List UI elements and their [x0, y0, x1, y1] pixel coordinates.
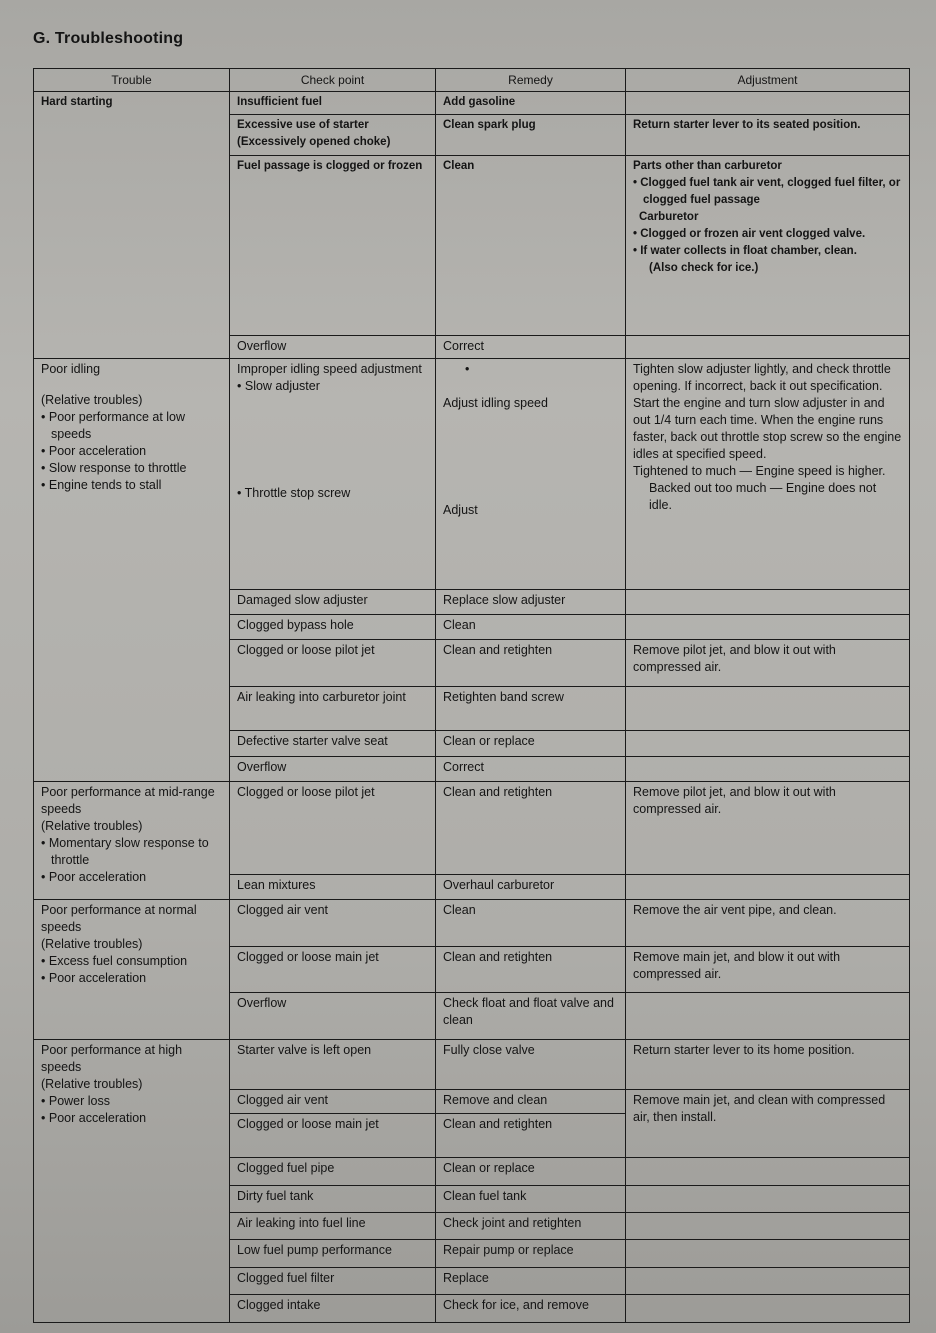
check-cell: Improper idling speed adjustment • Slow adjuster • Throttle stop screw — [230, 359, 436, 589]
adjustment-item: • If water collects in float chamber, clean. — [633, 243, 902, 260]
adjustment-cell — [626, 874, 910, 899]
remedy-cell: Overhaul carburetor — [436, 874, 626, 899]
adjustment-subhead: Carburetor — [639, 211, 699, 224]
check-cell: Clogged intake — [230, 1295, 436, 1323]
adjustment-subhead: Parts other than carburetor — [633, 160, 782, 173]
adjustment-cell — [626, 615, 910, 640]
check-cell: Clogged or loose pilot jet — [230, 640, 436, 686]
header-row — [34, 69, 910, 92]
check-cell: Clogged or loose main jet — [230, 1113, 436, 1157]
check-cell: Excessive use of starter (Excessively opened choke) — [230, 115, 436, 156]
remedy-cell: Clean and retighten — [436, 946, 626, 992]
adjustment-item: • Clogged or frozen air vent clogged valve. — [633, 226, 902, 243]
check-cell: Insufficient fuel — [230, 92, 436, 115]
check-cell: Fuel passage is clogged or frozen — [230, 156, 436, 336]
relative-trouble: • Poor acceleration — [41, 869, 222, 886]
adjustment-cell — [626, 1295, 910, 1323]
check-cell: Overflow — [230, 993, 436, 1039]
relative-trouble: • Power loss — [41, 1093, 222, 1110]
check-cell: Damaged slow adjuster — [230, 589, 436, 614]
adjustment-cell — [626, 92, 910, 115]
trouble-poor-idling: Poor idling (Relative troubles) • Poor performance at low speeds • Poor acceleration • Slow response to throttle • Engine tends to stall — [34, 359, 230, 782]
adjustment-cell: Remove main jet, and blow it out with compressed air. — [626, 946, 910, 992]
relative-trouble: • Excess fuel consumption — [41, 953, 222, 970]
adjustment-cell — [626, 1158, 910, 1185]
check-cell: Overflow — [230, 336, 436, 359]
adjustment-cell: Remove the air vent pipe, and clean. — [626, 900, 910, 946]
check-cell: Clogged air vent — [230, 900, 436, 946]
remedy-cell: Clean and retighten — [436, 1113, 626, 1157]
check-cell: Clogged bypass hole — [230, 615, 436, 640]
trouble-normal-speeds: Poor performance at normal speeds (Relative troubles) • Excess fuel consumption • Poor acceleration — [34, 900, 230, 1039]
trouble-mid-range: Poor performance at mid-range speeds (Relative troubles) • Momentary slow response to throttle • Poor acceleration — [34, 781, 230, 899]
remedy-cell: Remove and clean — [436, 1090, 626, 1113]
adjustment-cell: Tighten slow adjuster lightly, and check throttle opening. If incorrect, back it out specification. Start the engine and turn slow adjuster in and out 1/4 turn each time. When the engine runs faster, back out throttle stop screw so the engine idles at specified speed. Tightened to much — Engine speed is higher. Backed out too much — Engine does not idle. — [626, 359, 910, 589]
remedy-cell: Clean — [436, 900, 626, 946]
header-adjustment: Adjustment — [626, 69, 910, 92]
adjustment-cell: Return starter lever to its home position. — [626, 1039, 910, 1090]
remedy-cell: Clean and retighten — [436, 640, 626, 686]
remedy-cell: Clean or replace — [436, 1158, 626, 1185]
table-row — [34, 900, 910, 946]
relative-trouble: • Slow response to throttle — [41, 460, 222, 477]
check-cell: Defective starter valve seat — [230, 731, 436, 756]
header-check-point: Check point — [230, 69, 436, 92]
table-row — [34, 1039, 910, 1090]
remedy-item: Adjust idling speed — [443, 396, 548, 411]
adjustment-cell — [626, 1240, 910, 1267]
remedy-cell: Clean and retighten — [436, 781, 626, 874]
remedy-cell: Clean or replace — [436, 731, 626, 756]
remedy-cell — [436, 359, 626, 589]
remedy-mark: • — [465, 362, 470, 377]
adjustment-cell — [626, 336, 910, 359]
remedy-cell: Check joint and retighten — [436, 1213, 626, 1240]
adjustment-cell — [626, 1185, 910, 1212]
adjustment-cell: Remove main jet, and clean with compressed air, then install. — [626, 1090, 910, 1158]
relative-trouble: • Momentary slow response to throttle — [41, 835, 222, 869]
relative-trouble: • Poor performance at low speeds — [41, 409, 222, 443]
check-cell: Clogged fuel filter — [230, 1267, 436, 1294]
remedy-cell: Replace slow adjuster — [436, 589, 626, 614]
adjustment-item: • Clogged fuel tank air vent, clogged fuel filter, or clogged fuel passage — [633, 175, 902, 209]
relative-trouble: • Poor acceleration — [41, 970, 222, 987]
table-row — [34, 781, 910, 874]
check-cell: Clogged air vent — [230, 1090, 436, 1113]
adjustment-cell: Remove pilot jet, and blow it out with compressed air. — [626, 640, 910, 686]
adjustment-note: (Also check for ice.) — [649, 262, 759, 275]
remedy-cell: Correct — [436, 756, 626, 781]
check-cell: Clogged or loose pilot jet — [230, 781, 436, 874]
table-row — [34, 359, 910, 589]
remedy-cell: Clean — [436, 156, 626, 336]
check-cell: Starter valve is left open — [230, 1039, 436, 1090]
table-row — [34, 92, 910, 115]
remedy-cell: Clean — [436, 615, 626, 640]
remedy-cell: Check for ice, and remove — [436, 1295, 626, 1323]
remedy-item: Adjust — [443, 503, 478, 518]
remedy-cell: Retighten band screw — [436, 686, 626, 730]
remedy-cell: Clean spark plug — [436, 115, 626, 156]
adjustment-cell — [626, 1213, 910, 1240]
relative-trouble: • Engine tends to stall — [41, 477, 222, 494]
adjustment-cell — [626, 589, 910, 614]
adjustment-cell — [626, 686, 910, 730]
check-cell: Clogged or loose main jet — [230, 946, 436, 992]
adjustment-cell — [626, 756, 910, 781]
check-cell: Low fuel pump performance — [230, 1240, 436, 1267]
check-cell: Clogged fuel pipe — [230, 1158, 436, 1185]
remedy-cell: Replace — [436, 1267, 626, 1294]
check-item: • Slow adjuster — [237, 378, 428, 395]
remedy-cell: Clean fuel tank — [436, 1185, 626, 1212]
adjustment-cell: Remove pilot jet, and blow it out with compressed air. — [626, 781, 910, 874]
relative-trouble: • Poor acceleration — [41, 443, 222, 460]
header-trouble: Trouble — [34, 69, 230, 92]
adjustment-cell — [626, 1267, 910, 1294]
remedy-cell: Add gasoline — [436, 92, 626, 115]
adjustment-cell — [626, 731, 910, 756]
remedy-cell: Fully close valve — [436, 1039, 626, 1090]
header-remedy: Remedy — [436, 69, 626, 92]
check-item: • Throttle stop screw — [237, 485, 428, 502]
troubleshooting-table — [33, 68, 910, 1323]
check-cell: Dirty fuel tank — [230, 1185, 436, 1212]
trouble-high-speeds: Poor performance at high speeds (Relative troubles) • Power loss • Poor acceleration — [34, 1039, 230, 1322]
section-title: G. Troubleshooting — [33, 30, 184, 47]
adjustment-cell — [626, 993, 910, 1039]
remedy-cell: Repair pump or replace — [436, 1240, 626, 1267]
check-cell: Air leaking into fuel line — [230, 1213, 436, 1240]
adjustment-cell — [626, 156, 910, 336]
relative-trouble: • Poor acceleration — [41, 1110, 222, 1127]
check-cell: Air leaking into carburetor joint — [230, 686, 436, 730]
check-cell: Lean mixtures — [230, 874, 436, 899]
remedy-cell: Correct — [436, 336, 626, 359]
trouble-hard-starting: Hard starting — [34, 92, 230, 359]
check-cell: Overflow — [230, 756, 436, 781]
adjustment-cell: Return starter lever to its seated position. — [626, 115, 910, 156]
remedy-cell: Check float and float valve and clean — [436, 993, 626, 1039]
